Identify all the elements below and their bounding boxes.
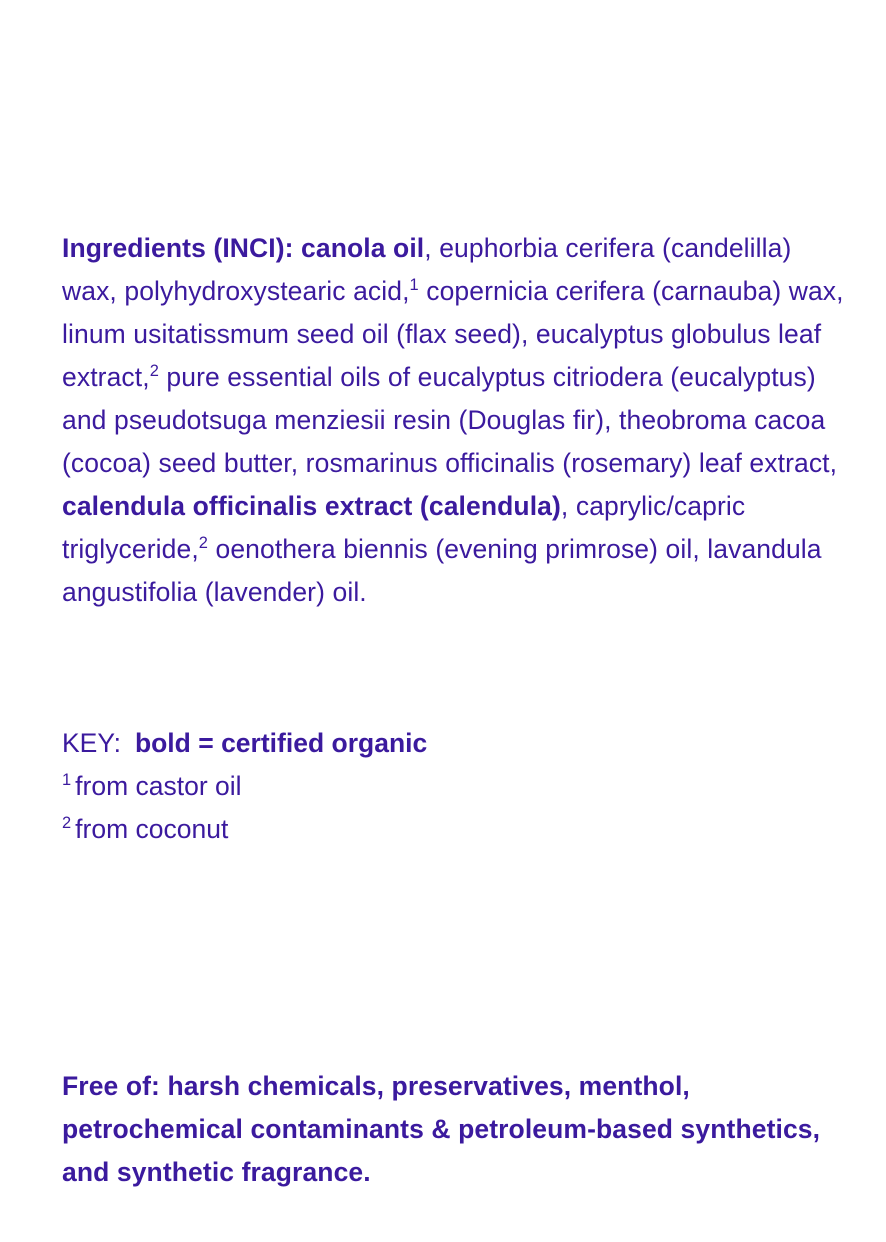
ingredient-organic-calendula: calendula officinalis extract (calendula) bbox=[62, 490, 561, 521]
ingredients-body-2: copernicia cerifera (carnauba) wax, linum usitatissmum seed oil (flax seed), eucalyptus globulus leaf extract, bbox=[62, 275, 844, 392]
ingredients-body-1: , euphorbia cerifera (candelilla) wax, polyhydroxystearic acid, bbox=[62, 232, 792, 306]
free-of-text: Free of: harsh chemicals, preservatives, menthol, petrochemical contaminants & petroleum-based synthetics, and synthetic fragrance. bbox=[62, 1070, 821, 1187]
key-title: KEY: bbox=[62, 728, 121, 758]
key-note-text: from coconut bbox=[75, 814, 229, 844]
key-note bbox=[62, 765, 852, 808]
ingredients-body-5: oenothera biennis (evening primrose) oil, lavandula angustifolia (lavender) oil. bbox=[62, 533, 822, 607]
key-definition: bold = certified organic bbox=[134, 728, 428, 758]
key-section bbox=[62, 722, 852, 851]
free-of-section bbox=[62, 1038, 842, 1220]
ingredient-organic-canola-oil: canola oil bbox=[301, 232, 425, 263]
key-note bbox=[62, 808, 852, 851]
footnote-marker-2: 2 bbox=[149, 361, 159, 380]
key-heading bbox=[62, 722, 852, 765]
key-note-marker: 2 bbox=[62, 814, 72, 833]
ingredients-label: Ingredients (INCI): bbox=[62, 232, 294, 263]
footnote-marker-3: 2 bbox=[198, 533, 209, 552]
ingredients-paragraph bbox=[62, 227, 852, 614]
ingredients-section bbox=[62, 200, 852, 640]
key-note-marker: 1 bbox=[62, 771, 72, 790]
key-note-text: from castor oil bbox=[75, 771, 242, 801]
ingredients-body-4: , caprylic/capric triglyceride, bbox=[62, 490, 746, 564]
footnote-marker-1: 1 bbox=[409, 275, 419, 294]
ingredients-body-3: pure essential oils of eucalyptus citriodera (eucalyptus) and pseudotsuga menziesii resin (Douglas fir), theobroma cacoa (cocoa) seed butter, rosmarinus officinalis (rosemary) leaf extract, bbox=[62, 361, 838, 478]
